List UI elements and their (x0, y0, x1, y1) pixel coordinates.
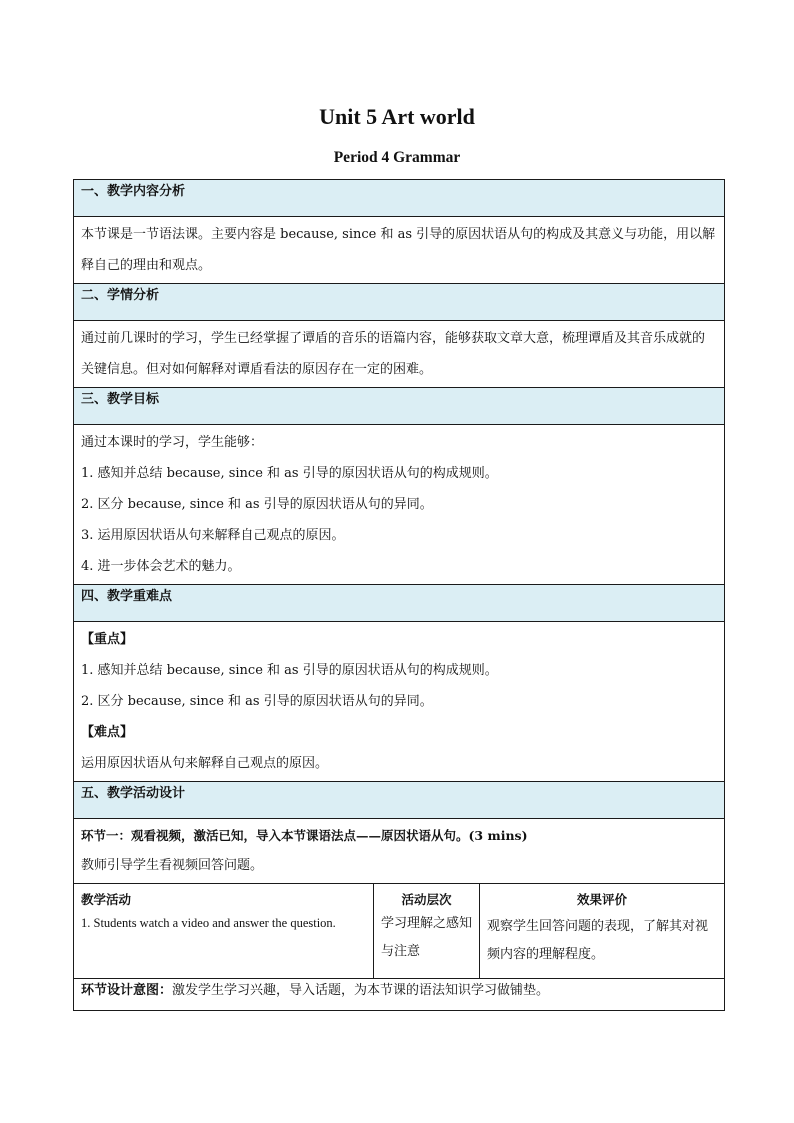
stage-one-cell (74, 819, 725, 884)
objective-item: 4. 进一步体会艺术的魅力。 (81, 559, 241, 574)
evaluation-cell (480, 884, 725, 979)
section-1-header-row (74, 180, 725, 217)
section-4-header-row (74, 585, 725, 622)
evaluation-column-header: 效果评价 (576, 892, 627, 907)
section-3-header-row (74, 388, 725, 425)
section-4-heading: 四、教学重难点 (74, 585, 725, 622)
design-intent-text: 激发学生学习兴趣，导入话题，为本节课的语法知识学习做铺垫。 (172, 983, 550, 998)
activity-row (74, 884, 725, 979)
section-1-heading: 一、教学内容分析 (74, 180, 725, 217)
section-1-text: 本节课是一节语法课。主要内容是 because, since 和 as 引导的原因状语从句的构成及其意义与功能，用以解释自己的理由和观点。 (81, 227, 716, 273)
difficult-point-text: 运用原因状语从句来解释自己观点的原因。 (81, 756, 329, 771)
stage-one-row (74, 819, 725, 884)
section-2-body (74, 321, 725, 388)
section-1-body-row (74, 217, 725, 284)
objective-item: 1. 感知并总结 because, since 和 as 引导的原因状语从句的构成规则。 (81, 466, 498, 481)
objectives-intro: 通过本课时的学习，学生能够： (81, 435, 264, 450)
objective-item: 3. 运用原因状语从句来解释自己观点的原因。 (81, 528, 345, 543)
activity-column-header: 教学活动 (81, 892, 132, 907)
objective-item: 2. 区分 because, since 和 as 引导的原因状语从句的异同。 (81, 497, 433, 512)
lesson-plan-table (73, 179, 725, 1011)
section-4-body (74, 622, 725, 782)
section-3-body (74, 425, 725, 585)
section-2-heading: 二、学情分析 (74, 284, 725, 321)
level-value: 学习理解之感知与注意 (381, 916, 473, 959)
design-intent-row (74, 979, 725, 1011)
level-cell (374, 884, 480, 979)
difficult-points-label: 【难点】 (81, 725, 134, 740)
design-intent-cell (74, 979, 725, 1011)
stage-one-title: 环节一：观看视频，激活已知，导入本节课语法点——原因状语从句。(3 mins) (81, 828, 528, 843)
design-intent-label: 环节设计意图： (81, 983, 173, 998)
section-4-body-row (74, 622, 725, 782)
section-5-heading: 五、教学活动设计 (74, 782, 725, 819)
activity-cell (74, 884, 374, 979)
section-2-header-row (74, 284, 725, 321)
key-points-label: 【重点】 (81, 632, 134, 647)
document-title: Unit 5 Art world (319, 104, 475, 129)
key-point-item: 2. 区分 because, since 和 as 引导的原因状语从句的异同。 (81, 694, 433, 709)
document-subtitle: Period 4 Grammar (333, 149, 461, 166)
level-column-header: 活动层次 (401, 892, 452, 907)
section-5-header-row (74, 782, 725, 819)
section-3-heading: 三、教学目标 (74, 388, 725, 425)
stage-one-description: 教师引导学生看视频回答问题。 (81, 858, 264, 873)
section-1-body (74, 217, 725, 284)
activity-item: 1. Students watch a video and answer the question. (81, 916, 336, 930)
key-point-item: 1. 感知并总结 because, since 和 as 引导的原因状语从句的构成规则。 (81, 663, 498, 678)
section-3-body-row (74, 425, 725, 585)
section-2-body-row (74, 321, 725, 388)
evaluation-value: 观察学生回答问题的表现，了解其对视频内容的理解程度。 (487, 919, 709, 962)
section-2-text: 通过前几课时的学习，学生已经掌握了谭盾的音乐的语篇内容，能够获取文章大意，梳理谭盾及其音乐成就的关键信息。但对如何解释对谭盾看法的原因存在一定的困难。 (81, 331, 706, 377)
